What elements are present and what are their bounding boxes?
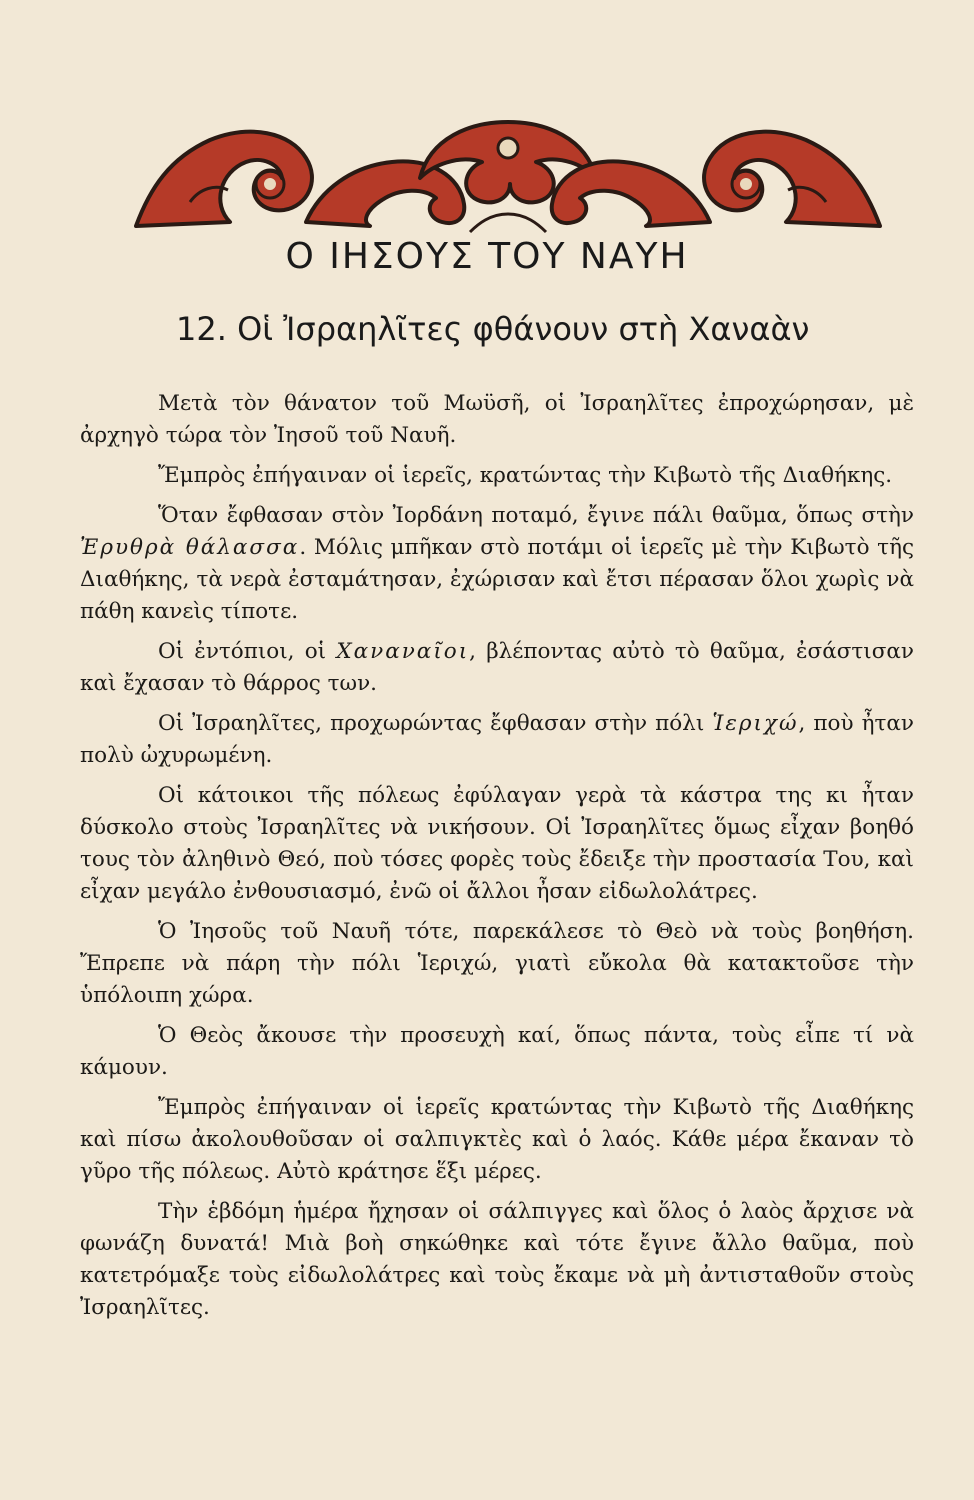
paragraph-text: Οἱ Ἰσραηλῖτες, προχωρώντας ἔφθασαν στὴν πόλι	[158, 711, 713, 736]
paragraph-text: . Μόλις μπῆκαν στὸ ποτάμι οἱ ἱερεῖς μὲ τὴν Κιβωτὸ τῆς Διαθήκης, τὰ νερὰ ἐσταμάτησαν, ἐχώρισαν καὶ ἔτσι πέρασαν ὅλοι χωρὶς νὰ πάθη κανεὶς τίποτε.	[80, 535, 914, 624]
paragraph	[80, 636, 914, 700]
paragraph: Τὴν ἑβδόμη ἡμέρα ἤχησαν οἱ σάλπιγγες καὶ ὅλος ὁ λαὸς ἄρχισε νὰ φωνάζη δυνατά! Μιὰ βοὴ σηκώθηκε καὶ τότε ἔγινε ἄλλο θαῦμα, ποὺ κατετρόμαξε τοὺς εἰδωλολάτρες καὶ τοὺς ἔκαμε νὰ μὴ ἀντισταθοῦν στοὺς Ἰσραηλῖτες.	[80, 1199, 914, 1320]
paragraph	[80, 708, 914, 772]
emphasized-place-name: Ἐρυθρὰ θάλασσα	[80, 535, 300, 560]
paragraph: Ὁ Θεὸς ἄκουσε τὴν προσευχὴ καί, ὅπως πάντα, τοὺς εἶπε τί νὰ κάμουν.	[80, 1023, 914, 1080]
chapter-title: 12. Οἱ Ἰσραηλῖτες φθάνουν στὴ Χαναὰν	[176, 310, 810, 348]
paragraph: Μετὰ τὸν θάνατον τοῦ Μωϋσῆ, οἱ Ἰσραηλῖτες ἐπροχώρησαν, μὲ ἀρχηγὸ τώρα τὸν Ἰησοῦ τοῦ Ναυῆ.	[80, 391, 914, 448]
paragraph-text: , βλέποντας αὐτὸ τὸ θαῦμα, ἐσάστισαν καὶ ἔχασαν τὸ θάρρος των.	[80, 639, 915, 696]
paragraph-text: Ὅταν ἔφθασαν στὸν Ἰορδάνη ποταμό, ἔγινε πάλι θαῦμα, ὅπως στὴν	[158, 503, 914, 528]
ornamental-header-band	[130, 118, 886, 236]
paragraph-text: Οἱ ἐντόπιοι, οἱ	[158, 639, 337, 664]
emphasized-people-name: Χαναναῖοι	[336, 639, 470, 664]
body-text	[80, 388, 914, 1332]
paragraph	[80, 500, 914, 628]
paragraph-text: , ποὺ ἦταν πολὺ ὠχυρωμένη.	[80, 711, 915, 768]
paragraph: Ὁ Ἰησοῦς τοῦ Ναυῆ τότε, παρεκάλεσε τὸ Θεὸ νὰ τοὺς βοηθήση. Ἔπρεπε νὰ πάρη τὴν πόλι Ἱεριχώ, γιατὶ εὔκολα θὰ κατακτοῦσε τὴν ὑπόλοιπη χώρα.	[80, 919, 914, 1008]
paragraph: Ἔμπρὸς ἐπήγαιναν οἱ ἱερεῖς κρατώντας τὴν Κιβωτὸ τῆς Διαθήκης καὶ πίσω ἀκολουθοῦσαν οἱ σαλπιγκτὲς καὶ ὁ λαός. Κάθε μέρα ἔκαναν τὸ γῦρο τῆς πόλεως. Αὐτὸ κράτησε ἕξι μέρες.	[80, 1095, 914, 1184]
emphasized-city-name: Ἱεριχώ	[712, 711, 799, 736]
paragraph: Οἱ κάτοικοι τῆς πόλεως ἐφύλαγαν γερὰ τὰ κάστρα της κι ἦταν δύσκολο στοὺς Ἰσραηλῖτες νὰ νικήσουν. Οἱ Ἰσραηλῖτες ὅμως εἶχαν βοηθό τους τὸν ἀληθινὸ Θεό, ποὺ τόσες φορὲς τοὺς ἔδειξε τὴν προστασία Του, καὶ εἶχαν μεγάλο ἐνθουσιασμό, ἐνῶ οἱ ἄλλοι ἦσαν εἰδωλολάτρες.	[80, 783, 914, 904]
book-title: Ο ΙΗΣΟΥΣ ΤΟΥ ΝΑΥΗ	[285, 236, 689, 277]
paragraph: Ἔμπρὸς ἐπήγαιναν οἱ ἱερεῖς, κρατώντας τὴν Κιβωτὸ τῆς Διαθήκης.	[158, 463, 893, 488]
